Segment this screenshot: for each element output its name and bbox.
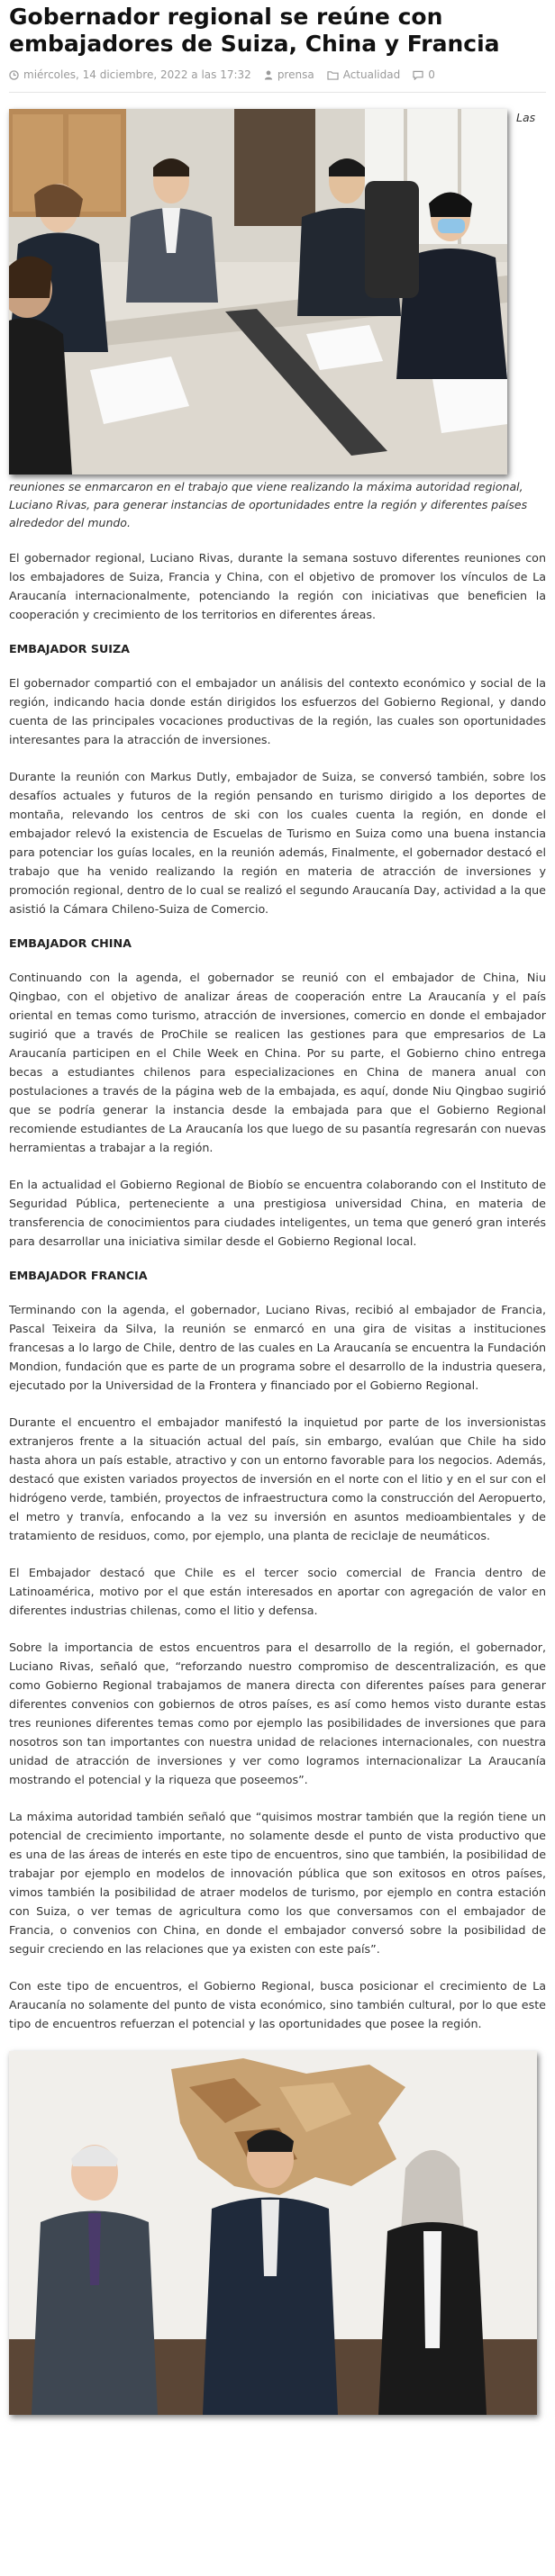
heading-embajador-suiza: EMBAJADOR SUIZA	[9, 642, 131, 655]
comment-icon	[413, 70, 423, 80]
lead-figure	[9, 109, 546, 532]
paragraph-3: Durante la reunión con Markus Dutly, embajador de Suiza, se conversó también, sobre los desafíos actuales y futuros de la región pensando en turismo dirigido a los deportes de montaña, relevando los centros de ski con los cuales cuenta la región, en donde el embajador relevó la existencia de Escuelas de Turismo en Suiza como una buena instancia para potenciar los guías locales, en la reunión además, Finalmente, el gobernador destacó el trabajo que ha venido realizando la región en materia de atracción de inversiones y promoción regional, dentro de lo cual se realizó el segundo Araucanía Day, actividad a la que asistió la Cámara Chileno-Suiza de Comercio.	[9, 770, 546, 916]
paragraph-7: Durante el encuentro el embajador manifestó la inquietud por parte de los inversionistas extranjeros frente a la situación actual del país, sin embargo, evalúan que Chile ha sido hasta ahora un país estable, atractivo y con un entorno favorable para los negocios. Además, destacó que existen variados proyectos de inversión en el norte con el litio y en el sur con el hidrógeno verde, también, proyectos de infraestructura como la construcción del Aeropuerto, el metro y tranvía, enfocando a la vez su inversión en asuntos medioambientales y de tratamiento de residuos, como, por ejemplo, una planta de reciclaje de neumáticos.	[9, 1415, 546, 1542]
meta-date	[9, 68, 251, 81]
user-icon	[264, 70, 273, 80]
paragraph-11: Con este tipo de encuentros, el Gobierno Regional, busca posicionar el crecimiento de La Araucanía no solamente del punto de vista económico, sino también cultural, por lo que este tipo de encuentros refuerzan el potencial y las oportunidades que posee la región.	[9, 1979, 546, 2030]
group-photo	[9, 2051, 537, 2415]
meta-date-text: miércoles, 14 diciembre, 2022 a las 17:32	[23, 68, 251, 81]
paragraph-10: La máxima autoridad también señaló que “quisimos mostrar también que la región tiene un potencial de crecimiento importante, no solamente desde el punto de vista productivo que es una de las áreas de interés en este tipo de encuentros, sino que también, la posibilidad de trabajar por ejemplo en modelos de innovación pública que son exitosos en otros países, vimos también la posibilidad de atraer modelos de turismo, por ejemplo en contra estación con Suiza, o ver temas de agricultura como los que conversamos con el embajador de Francia, o convenios con China, en donde el embajador conversó sobre la posibilidad de seguir creciendo en las relaciones que ya existen con este país”.	[9, 1810, 546, 1956]
paragraph-8: El Embajador destacó que Chile es el tercer socio comercial de Francia dentro de Latinoamérica, motivo por el que están interesados en aportar con agregación de valor en diferentes industrias chilenas, como el litio y defensa.	[9, 1566, 546, 1617]
paragraph-1: El gobernador regional, Luciano Rivas, durante la semana sostuvo diferentes reuniones con los embajadores de Suiza, Francia y China, con el objetivo de promover los vínculos de La Araucanía internacionalmente, potenciando la región con iniciativas que beneficien la cooperación y crecimiento de los territorios en diferentes áreas.	[9, 551, 546, 621]
meta-category[interactable]	[327, 68, 401, 81]
heading-embajador-francia: EMBAJADOR FRANCIA	[9, 1269, 148, 1282]
article-meta	[9, 68, 546, 93]
meeting-photo-graphic	[9, 109, 507, 475]
clock-icon	[9, 70, 19, 80]
article-title: Gobernador regional se reúne con embajadores de Suiza, China y Francia	[9, 4, 500, 57]
paragraph-6: Terminando con la agenda, el gobernador, Luciano Rivas, recibió al embajador de Francia, Pascal Teixeira da Silva, la reunión se enmarcó en una gira de visitas a instituciones francesas a lo largo de Chile, dentro de las cuales en La Araucanía se encuentra la Fundación Mondion, fundación que es parte de un programa sobre el desarrollo de la industria quesera, ejecutado por la Universidad de la Frontera y financiado por el Gobierno Regional.	[9, 1303, 546, 1392]
photo-caption: Las reuniones se enmarcaron en el trabajo que viene realizando la máxima autoridad regional, Luciano Rivas, para generar instancias de oportunidades entre la región y diferentes países alrededor del mundo.	[9, 111, 536, 529]
folder-icon	[327, 70, 339, 80]
group-photo-graphic	[9, 2051, 537, 2415]
meta-category-link[interactable]: Actualidad	[342, 68, 401, 81]
meta-comments-link[interactable]: 0	[428, 68, 435, 81]
paragraph-9: Sobre la importancia de estos encuentros para el desarrollo de la región, el gobernador, Luciano Rivas, señaló que, “reforzando nuestro compromiso de descentralización, es que como Gobierno Regional trabajamos de manera directa con diferentes países para generar diferentes convenios con gobiernos de otros países, es así como hemos visto durante estas tres reuniones diferentes temas como por ejemplo las posibilidades de inversiones que para nosotros son tan importantes con nuestra unidad de relaciones internacionales, con nuestra unidad de atracción de inversiones y ver como logramos internacionalizar La Araucanía mostrando el potencial y la riqueza que poseemos”.	[9, 1641, 546, 1786]
meta-author-link[interactable]: prensa	[277, 68, 314, 81]
paragraph-5: En la actualidad el Gobierno Regional de Biobío se encuentra colaborando con el Instituto de Seguridad Pública, perteneciente a una prestigiosa universidad China, en materia de transferencia de conocimientos para ciudades inteligentes, un tema que generó gran interés para desarrollar una iniciativa similar desde el Gobierno Regional local.	[9, 1178, 546, 1248]
meta-comments[interactable]	[413, 68, 435, 81]
paragraph-2: El gobernador compartió con el embajador un análisis del contexto económico y social de la región, indicando hacia donde están dirigidos los esfuerzos del Gobierno Regional, y dando cuenta de las principales vocaciones productivas de la región, las cuales son oportunidades interesantes para la atracción de inversiones.	[9, 676, 546, 746]
paragraph-4: Continuando con la agenda, el gobernador se reunió con el embajador de China, Niu Qingbao, con el objetivo de analizar áreas de cooperación entre La Araucanía y el país oriental en temas como turismo, atracción de inversiones, comercio en donde el embajador sugirió que a través de ProChile se realicen las gestiones para que empresarios de La Araucanía participen en el Chile Week en China. Por su parte, el Gobierno chino entrega becas a estudiantes chilenos para especializaciones en China de manera anual con postulaciones a través de la página web de la embajada, es aquí, donde Niu Qingbao sugirió que se podría generar la instancia desde la embajada para que el Gobierno Regional recomiende estudiantes de La Araucanía los que luego de su pasantía regresarán con nuevas herramientas a trabajar a la región.	[9, 971, 546, 1154]
meeting-photo	[9, 109, 507, 475]
meta-author[interactable]	[264, 68, 314, 81]
heading-embajador-china: EMBAJADOR CHINA	[9, 936, 132, 950]
